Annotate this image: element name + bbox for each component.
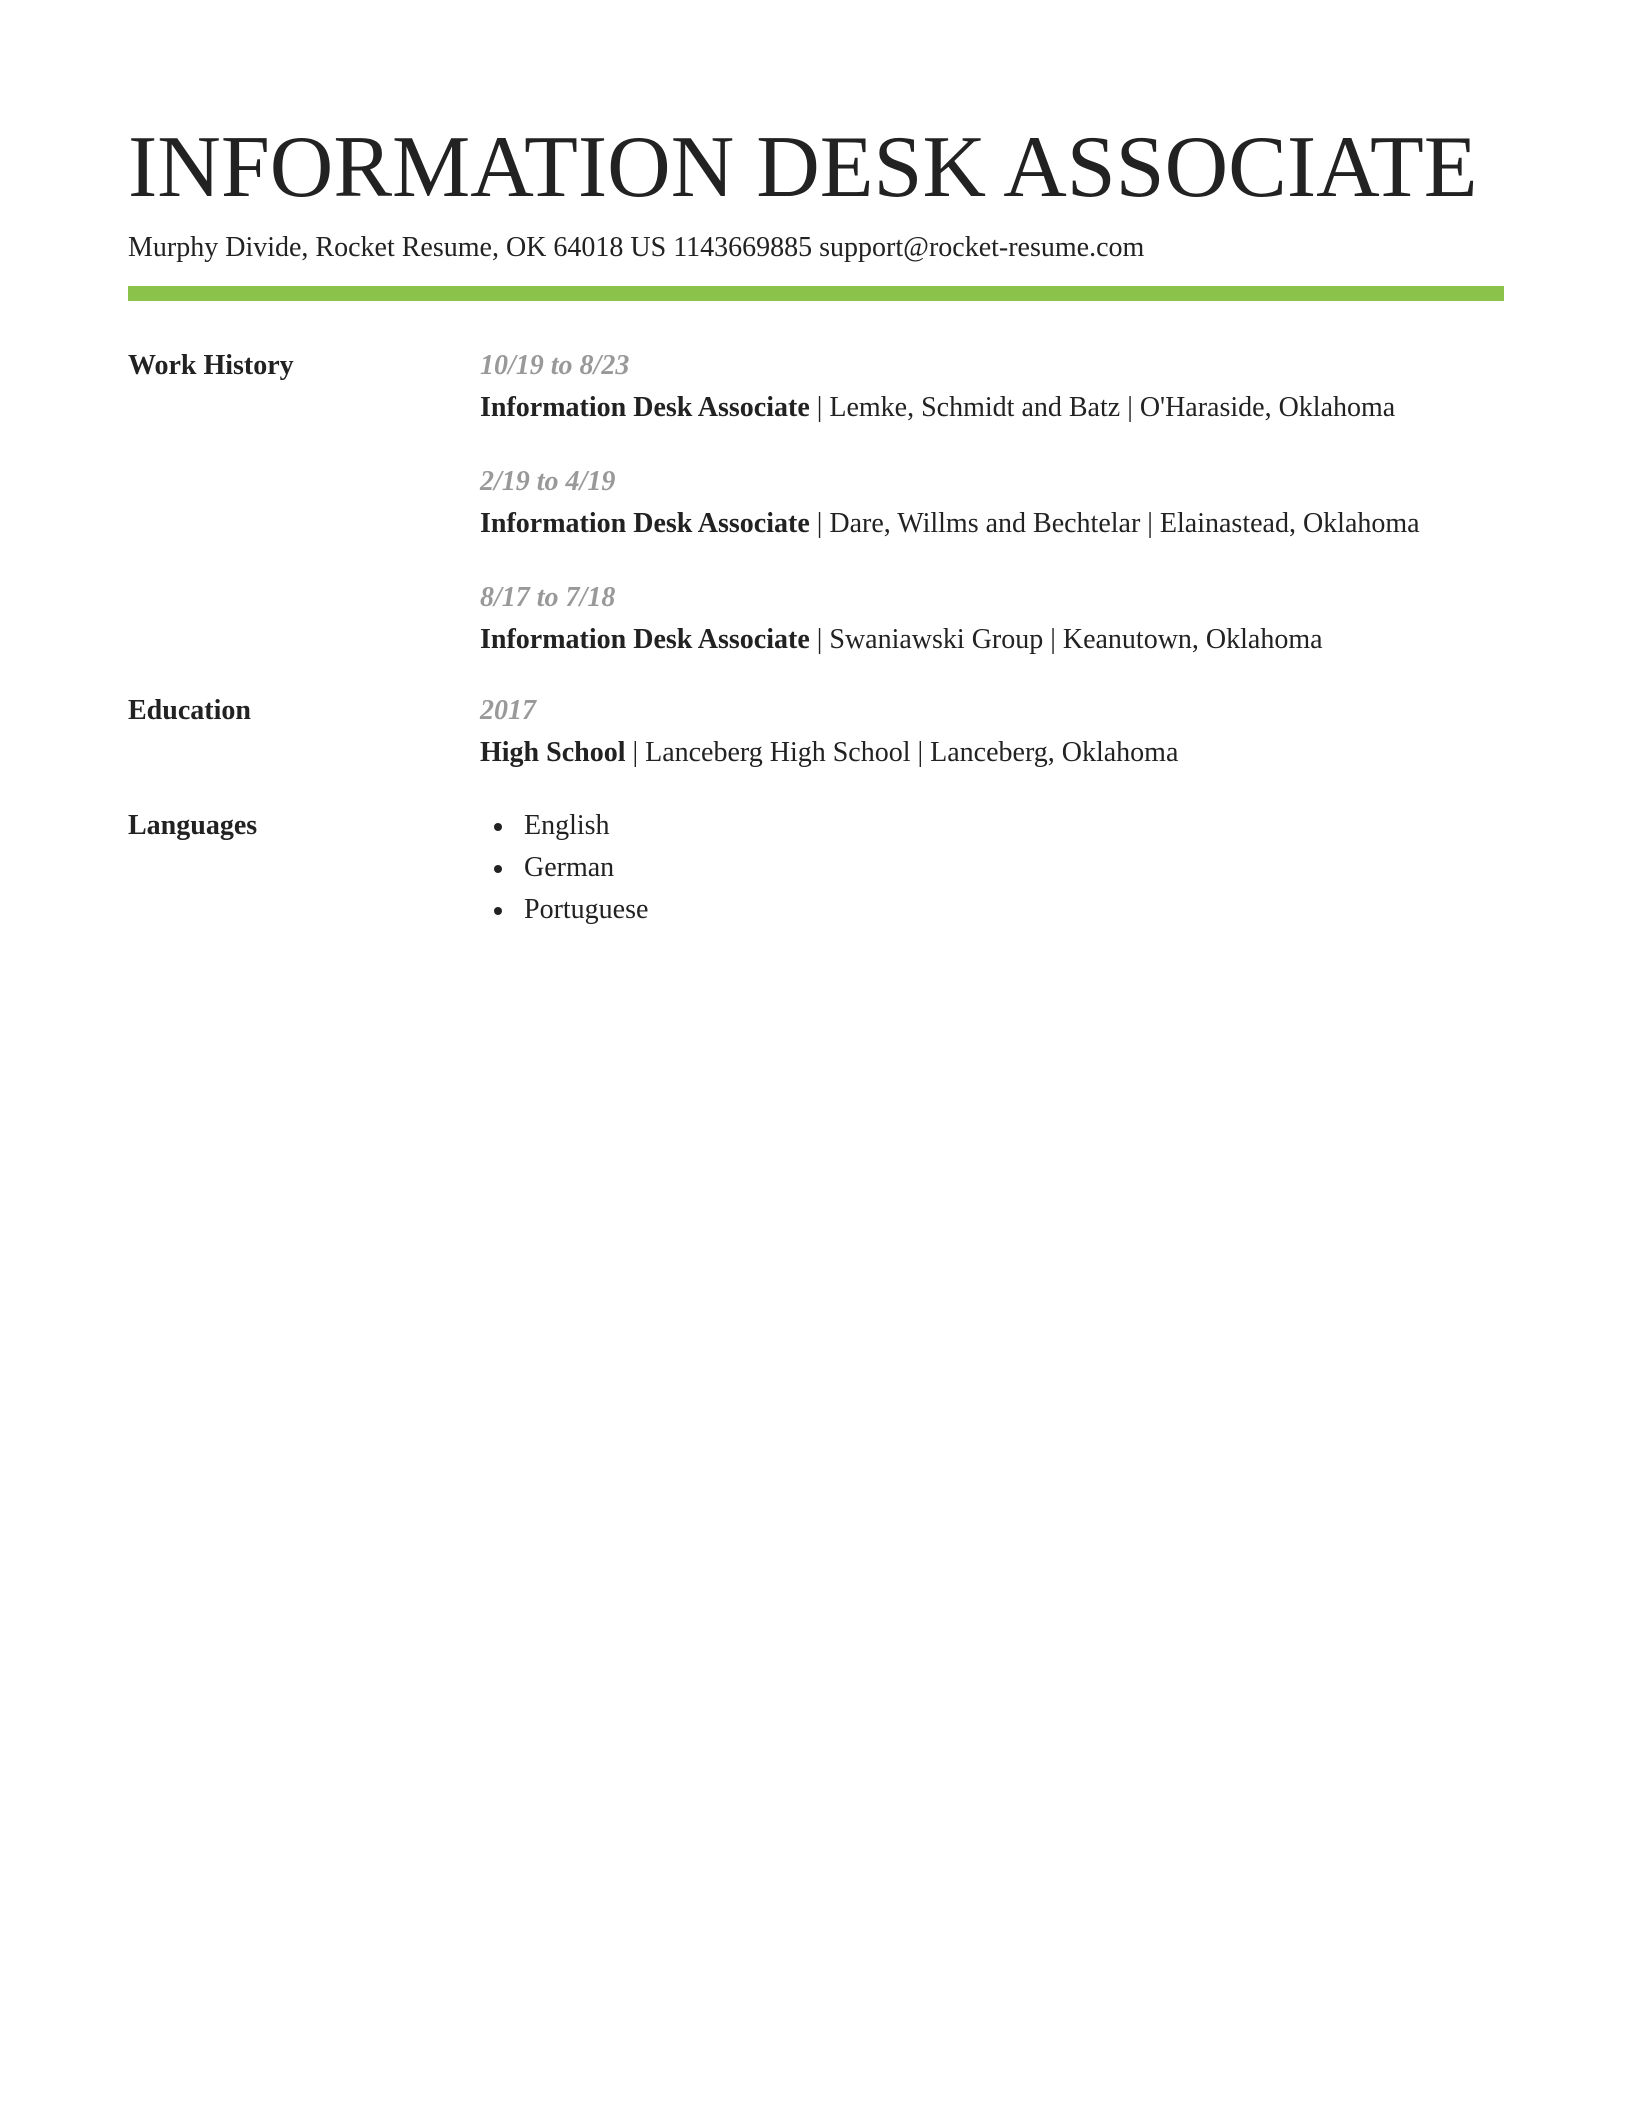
work-entry-details [480, 622, 1504, 658]
work-entry-company: Dare, Willms and Bechtelar [829, 508, 1141, 539]
separator [810, 624, 830, 655]
work-entry [480, 580, 1504, 658]
separator [1043, 624, 1063, 655]
work-entry-role: Information Desk Associate [480, 624, 810, 655]
work-entry-location: Elainastead, Oklahoma [1159, 508, 1420, 539]
education-entry-school: Lanceberg High School [645, 737, 911, 768]
work-entry-location: O'Haraside, Oklahoma [1139, 392, 1396, 423]
education-entry-location: Lanceberg, Oklahoma [930, 737, 1179, 768]
education-entry-dates: 2017 [480, 695, 536, 726]
section-label-work-history: Work History [128, 350, 294, 381]
language-item: English [480, 808, 1504, 850]
work-entry-dates: 2/19 to 4/19 [480, 466, 616, 497]
work-history-entries [480, 348, 1504, 658]
work-entry-dates: 10/19 to 8/23 [480, 350, 630, 381]
work-entry-company: Swaniawski Group [829, 624, 1044, 655]
languages-list-wrapper [480, 808, 1504, 934]
languages-list [480, 808, 1504, 934]
separator [911, 737, 931, 768]
language-item: German [480, 850, 1504, 892]
separator [625, 737, 645, 768]
language-item: Portuguese [480, 892, 1504, 934]
contact-line [128, 230, 1144, 266]
work-entry-location: Keanutown, Oklahoma [1062, 624, 1323, 655]
contact-phone: 1143669885 [673, 232, 813, 263]
work-entry-details [480, 390, 1504, 426]
work-entry-dates: 8/17 to 7/18 [480, 582, 616, 613]
separator [1140, 508, 1160, 539]
work-entry-details [480, 506, 1504, 542]
accent-divider [128, 286, 1504, 301]
work-entry-role: Information Desk Associate [480, 508, 810, 539]
section-label-education: Education [128, 695, 251, 726]
separator [810, 508, 830, 539]
resume-title: INFORMATION DESK ASSOCIATE [128, 119, 1478, 216]
section-label-languages: Languages [128, 810, 258, 841]
education-entries [480, 693, 1504, 771]
contact-email: support@rocket-resume.com [819, 232, 1145, 263]
separator [1120, 392, 1140, 423]
work-entry [480, 348, 1504, 426]
work-entry-company: Lemke, Schmidt and Batz [829, 392, 1121, 423]
education-entry-degree: High School [480, 737, 626, 768]
education-entry-details [480, 735, 1504, 771]
work-entry-role: Information Desk Associate [480, 392, 810, 423]
education-entry [480, 693, 1504, 771]
contact-address: Murphy Divide, Rocket Resume, OK 64018 US [128, 232, 667, 263]
separator [810, 392, 830, 423]
work-entry [480, 464, 1504, 542]
